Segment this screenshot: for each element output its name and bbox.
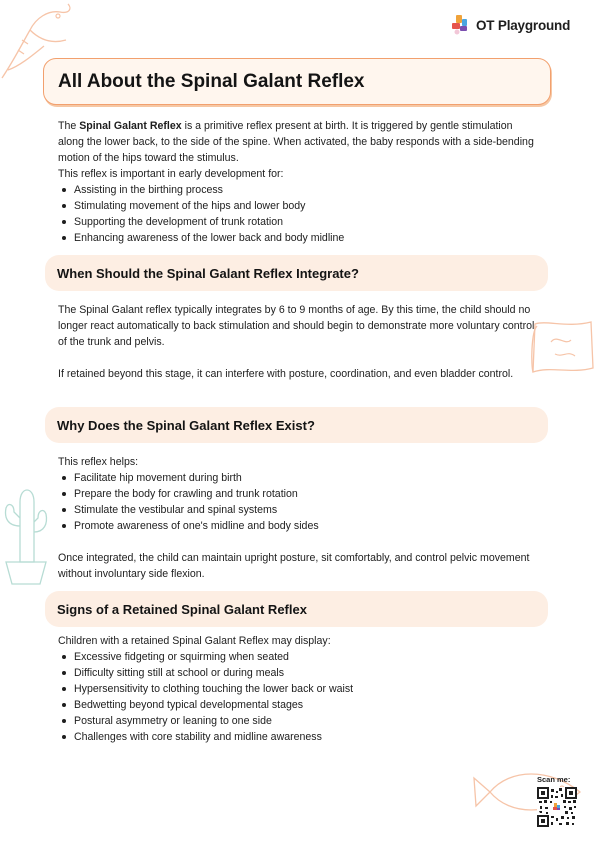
intro-lead: This reflex is important in early development for: xyxy=(58,168,284,180)
list-item: Stimulate the vestibular and spinal systems xyxy=(58,502,538,518)
intro-list xyxy=(58,182,538,246)
list-item: Promote awareness of one's midline and body sides xyxy=(58,518,538,534)
qr-label: Scan me: xyxy=(537,775,571,784)
intro-bold-term: Spinal Galant Reflex xyxy=(79,120,182,132)
list-item: Prepare the body for crawling and trunk rotation xyxy=(58,486,538,502)
brand-name: OT Playground xyxy=(476,17,571,33)
list-item: Excessive fidgeting or squirming when seated xyxy=(58,649,538,665)
list-item: Stimulating movement of the hips and lower body xyxy=(58,198,538,214)
list-item: Bedwetting beyond typical developmental stages xyxy=(58,697,538,713)
list-item: Assisting in the birthing process xyxy=(58,182,538,198)
title-banner xyxy=(43,58,551,105)
ot-playground-logo-icon xyxy=(451,15,471,35)
section-heading-signs: Signs of a Retained Spinal Galant Reflex xyxy=(45,591,548,627)
brand-logo xyxy=(451,15,570,35)
intro-text: is a primitive reflex present at birth. It is triggered by gentle stimulation along the lower back, to the side of the spine. When activated, the baby responds with a side-bending motion of the hips toward the stimulus. xyxy=(58,120,534,164)
intro-prefix: The xyxy=(58,120,80,132)
list-item: Enhancing awareness of the lower back and body midline xyxy=(58,230,538,246)
why-list xyxy=(58,470,538,534)
list-item: Hypersensitivity to clothing touching the lower back or waist xyxy=(58,681,538,697)
list-item: Challenges with core stability and midline awareness xyxy=(58,729,538,745)
signs-list xyxy=(58,649,538,745)
list-item: Supporting the development of trunk rotation xyxy=(58,214,538,230)
section-heading-why: Why Does the Spinal Galant Reflex Exist? xyxy=(45,407,548,443)
list-item: Difficulty sitting still at school or during meals xyxy=(58,665,538,681)
list-item: Facilitate hip movement during birth xyxy=(58,470,538,486)
qr-code-icon[interactable] xyxy=(537,787,577,827)
integrate-paragraph: The Spinal Galant reflex typically integrates by 6 to 9 months of age. By this time, the child should no longer react automatically to back stimulation and should begin to demonstrate more voluntary control of the trunk and pelvis. xyxy=(58,304,535,348)
page-title: All About the Spinal Galant Reflex xyxy=(58,71,365,92)
list-item: Postural asymmetry or leaning to one side xyxy=(58,713,538,729)
retained-paragraph: If retained beyond this stage, it can interfere with posture, coordination, and even bladder control. xyxy=(58,368,514,380)
signs-lead: Children with a retained Spinal Galant Reflex may display: xyxy=(58,635,331,647)
intro-paragraph xyxy=(58,118,538,166)
why-lead: This reflex helps: xyxy=(58,456,139,468)
cactus-doodle-icon xyxy=(0,482,50,587)
section-heading-integrate: When Should the Spinal Galant Reflex Integrate? xyxy=(45,255,548,291)
integrated-paragraph: Once integrated, the child can maintain upright posture, sit comfortably, and control pelvic movement without involuntary side flexion. xyxy=(58,552,530,580)
